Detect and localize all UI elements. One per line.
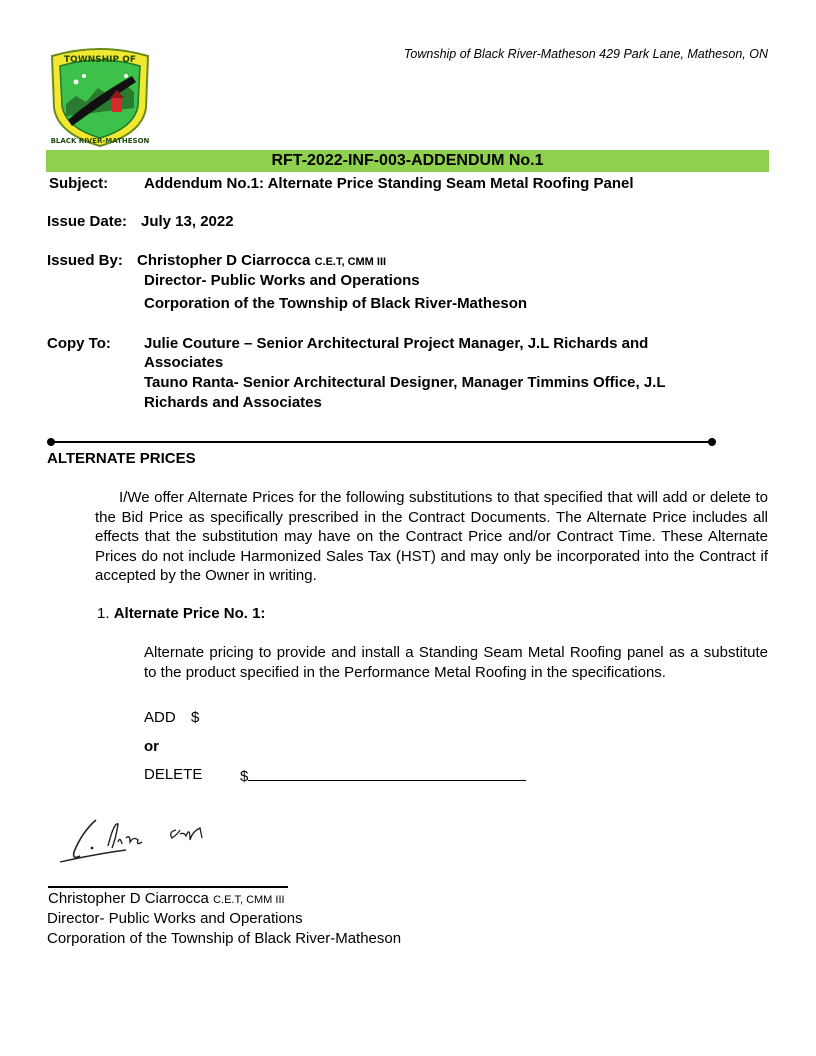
logo-text-bottom: BLACK RIVER-MATHESON <box>50 137 150 145</box>
signature-name: Christopher D Ciarrocca <box>48 890 209 907</box>
divider-dot-left <box>47 438 55 446</box>
issued-by-org: Corporation of the Township of Black River-Matheson <box>144 295 528 312</box>
or-label: or <box>144 738 159 755</box>
signature-credentials: C.E.T, CMM III <box>213 894 285 906</box>
subject-label: Subject: <box>49 175 109 192</box>
signature-line <box>48 886 288 888</box>
section-divider <box>50 441 712 443</box>
delete-dollar-symbol: $ <box>240 768 249 785</box>
divider-dot-right <box>708 438 716 446</box>
copy-to-label: Copy To: <box>47 335 111 352</box>
add-label: ADD <box>144 709 176 726</box>
intro-paragraph-text: I/We offer Alternate Prices for the following substitutions to that specified that will add or delete to the Bid Price as specifically prescribed in the Contract Documents. The Alternate Price includes all effects that the substitution may have on the Contract Price and/or Contract Time. These Alternate Prices do not include Harmonized Sales Tax (HST) and may only be incorporated into the Contract if accepted by the Owner in writing. <box>95 489 768 584</box>
issued-by-credentials: C.E.T, CMM III <box>314 256 387 268</box>
item-description: Alternate pricing to provide and install a Standing Seam Metal Roofing panel as a substitute to the product specified in the Performance Metal Roofing in the specifications. <box>144 644 768 681</box>
section-heading: ALTERNATE PRICES <box>47 450 196 467</box>
signature-name-line <box>48 890 285 907</box>
item-title: Alternate Price No. 1: <box>113 605 266 622</box>
add-dollar-symbol: $ <box>191 709 200 726</box>
document-title-bar: RFT-2022-INF-003-ADDENDUM No.1 <box>46 150 769 172</box>
header-address: Township of Black River-Matheson 429 Park Lane, Matheson, ON <box>403 47 768 61</box>
signature-title: Director- Public Works and Operations <box>47 910 303 927</box>
issued-by-label: Issued By: <box>47 252 123 269</box>
issued-by-name: Christopher D Ciarrocca <box>137 252 311 269</box>
copy-to-line-4: Richards and Associates <box>144 394 322 411</box>
intro-paragraph <box>95 488 768 586</box>
copy-to-line-3: Tauno Ranta- Senior Architectural Designer, Manager Timmins Office, J.L <box>144 374 666 391</box>
copy-to-line-2: Associates <box>144 354 224 371</box>
township-crest-logo <box>46 46 154 148</box>
alternate-item-heading <box>97 605 265 622</box>
signature-org: Corporation of the Township of Black River-Matheson <box>47 930 402 947</box>
handwritten-signature <box>56 812 216 868</box>
logo-text-top: TOWNSHIP OF <box>63 55 137 65</box>
subject-value: Addendum No.1: Alternate Price Standing Seam Metal Roofing Panel <box>144 175 634 192</box>
issued-by-name-line <box>137 252 386 269</box>
item-number: 1. <box>97 605 110 622</box>
issue-date-label: Issue Date: <box>47 213 128 230</box>
delete-amount-blank[interactable] <box>248 766 526 781</box>
issue-date-value: July 13, 2022 <box>141 213 234 230</box>
delete-label: DELETE <box>144 766 203 783</box>
issued-by-title: Director- Public Works and Operations <box>144 272 420 289</box>
delete-amount-field[interactable] <box>240 766 526 785</box>
copy-to-line-1: Julie Couture – Senior Architectural Project Manager, J.L Richards and <box>144 335 649 352</box>
